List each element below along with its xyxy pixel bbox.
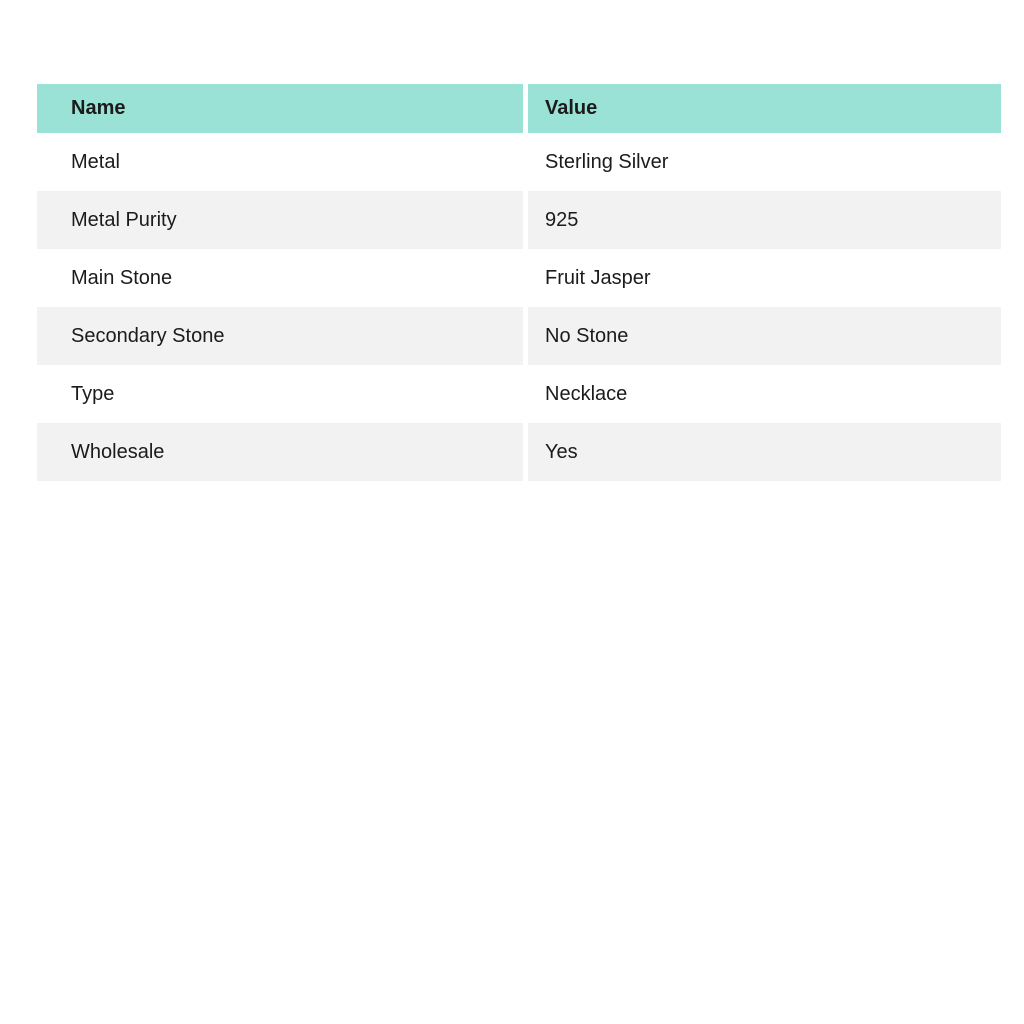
- cell-attribute-value: Necklace: [528, 365, 1001, 423]
- table-row: [37, 365, 1001, 423]
- cell-attribute-value: Fruit Jasper: [528, 249, 1001, 307]
- table-row: [37, 423, 1001, 481]
- column-header-name: Name: [37, 84, 528, 133]
- cell-attribute-name: Type: [37, 365, 528, 423]
- table-row: [37, 191, 1001, 249]
- cell-attribute-value: Yes: [528, 423, 1001, 481]
- cell-attribute-name: Metal Purity: [37, 191, 528, 249]
- table-row: [37, 307, 1001, 365]
- table-header-row: [37, 84, 1001, 133]
- product-spec-table: [37, 84, 1001, 481]
- cell-attribute-name: Main Stone: [37, 249, 528, 307]
- cell-attribute-value: No Stone: [528, 307, 1001, 365]
- cell-attribute-value: 925: [528, 191, 1001, 249]
- cell-attribute-name: Metal: [37, 133, 528, 191]
- table-body: [37, 133, 1001, 481]
- product-spec-table-container: [37, 84, 1001, 481]
- cell-attribute-value: Sterling Silver: [528, 133, 1001, 191]
- column-header-value: Value: [528, 84, 1001, 133]
- table-row: [37, 133, 1001, 191]
- cell-attribute-name: Wholesale: [37, 423, 528, 481]
- cell-attribute-name: Secondary Stone: [37, 307, 528, 365]
- table-row: [37, 249, 1001, 307]
